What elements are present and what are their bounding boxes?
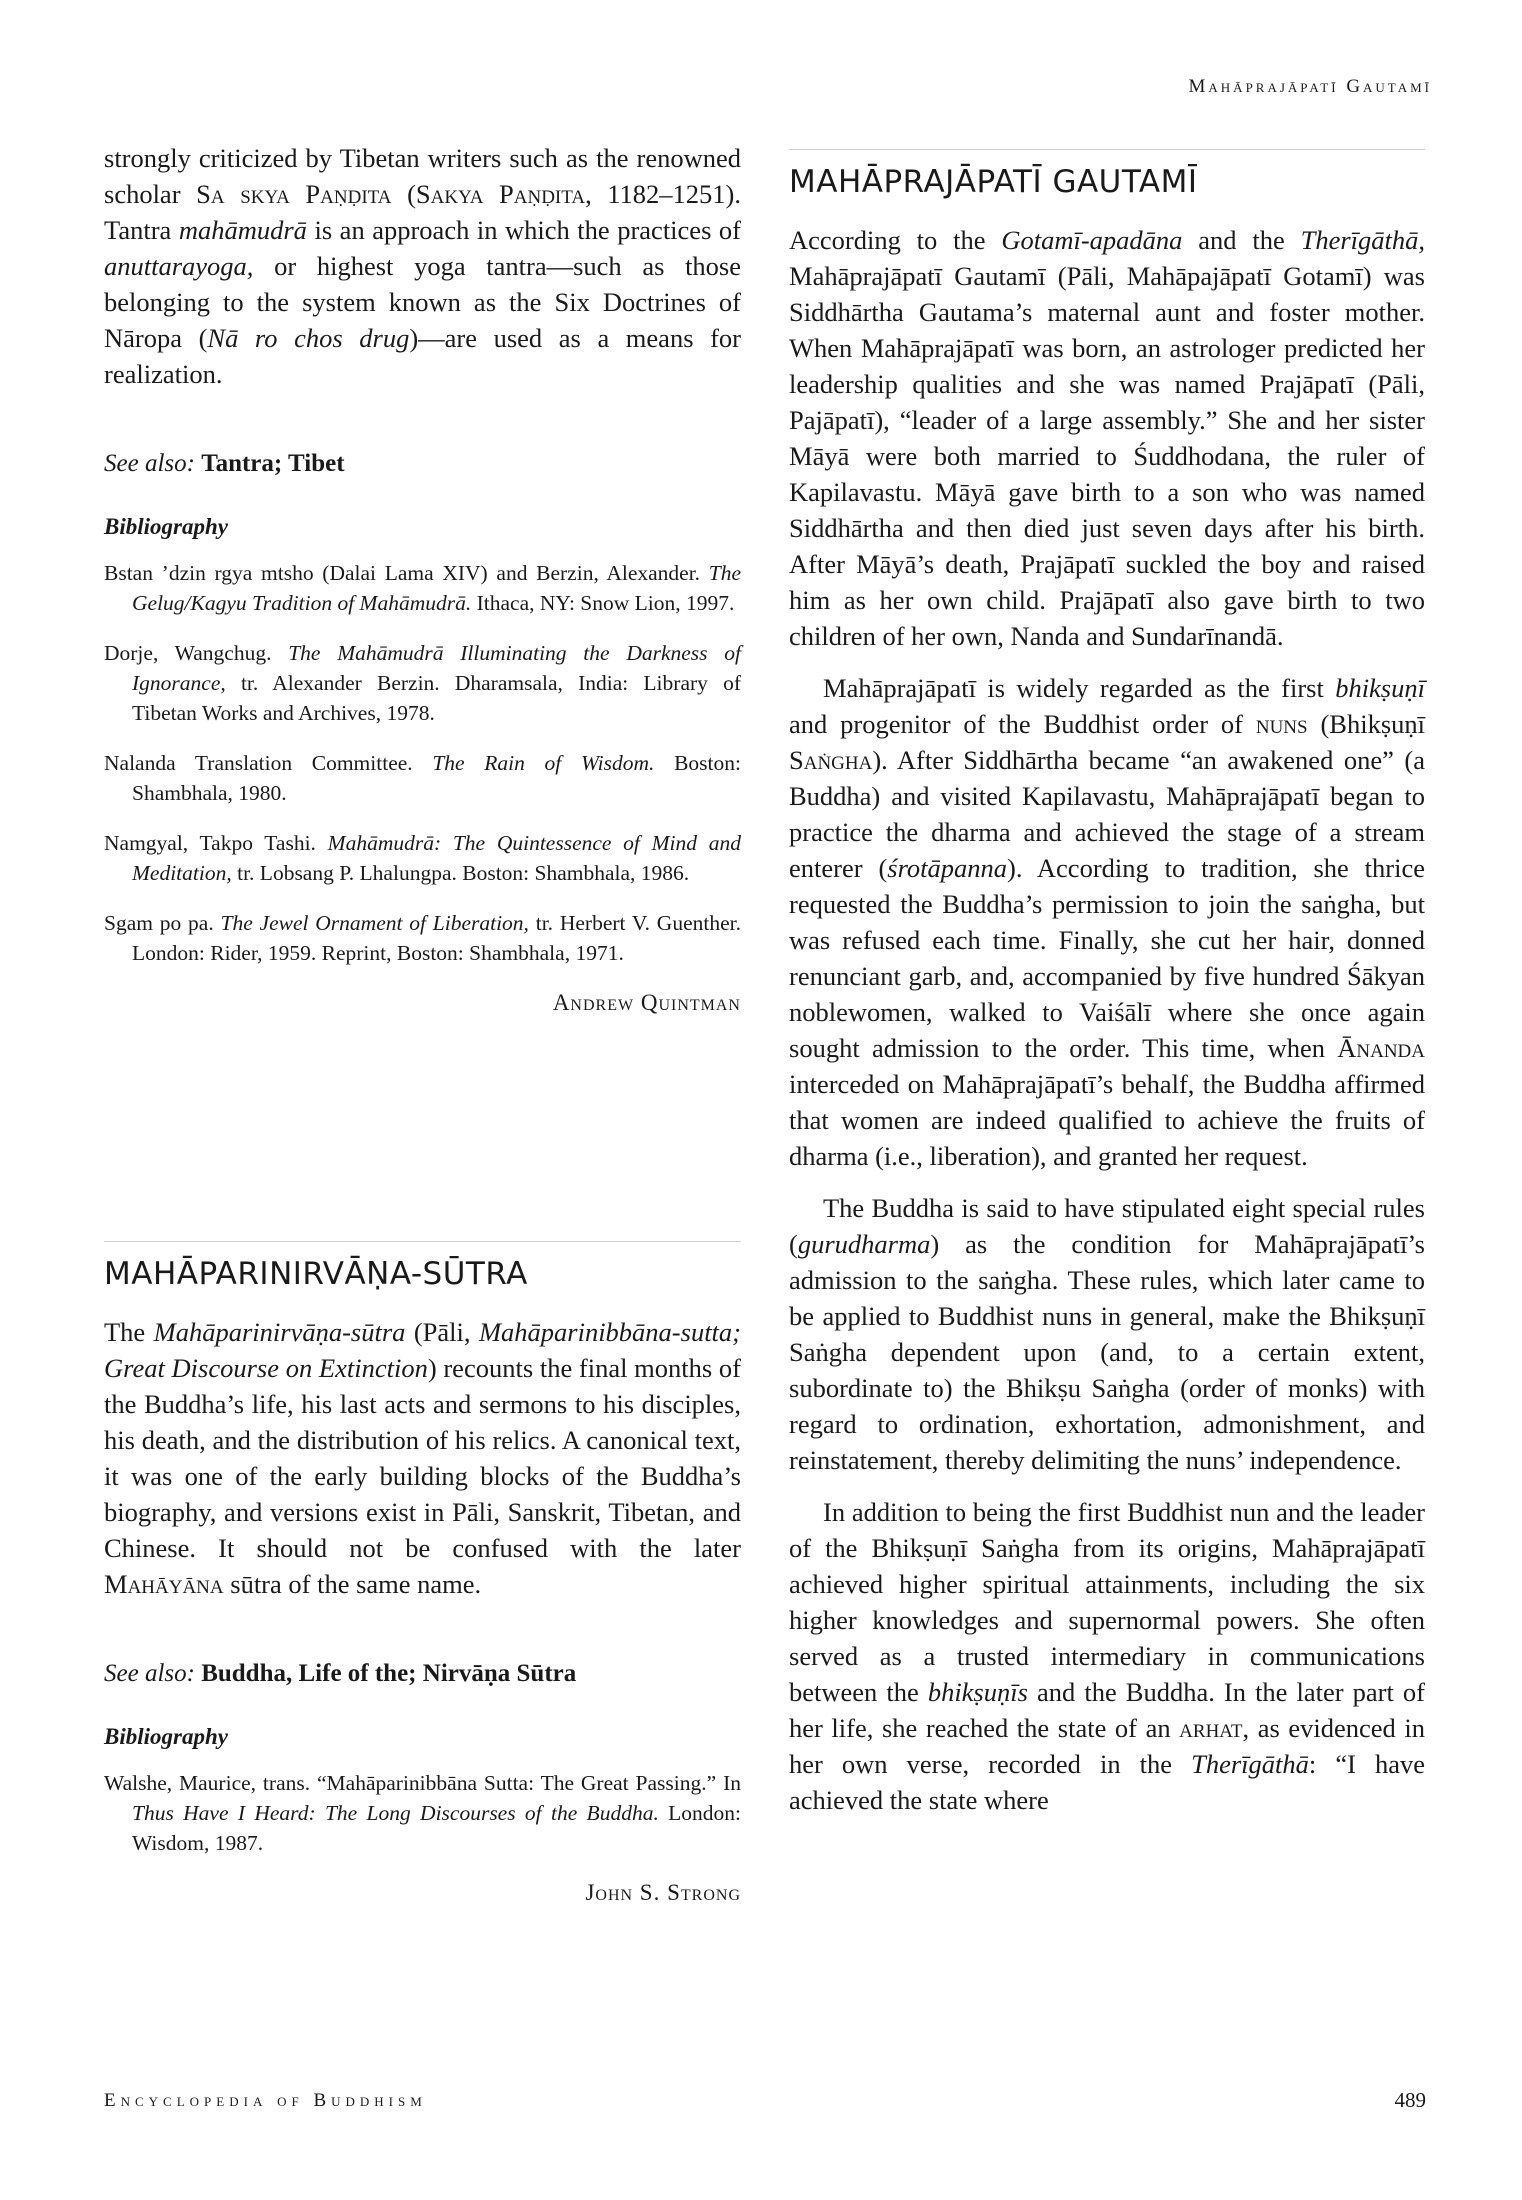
article-author: Andrew Quintman: [552, 990, 741, 1015]
intro-paragraph: strongly criticized by Tibetan writers such as the renowned scholar Sa skya Paṇḍita (Sakya Paṇḍita, 1182–1251). Tantra mahāmudrā is an approach in which the practices of anuttarayoga, or highest yoga tantra—such as those belonging to the system known as the Six Doctrines of Nāropa (Nā ro chos drug)—are used as a means for realization.: [104, 143, 742, 389]
bibliography-list: [104, 558, 741, 968]
article-paragraph: In addition to being the first Buddhist nun and the leader of the Bhikṣuṇī Saṅgha from its origins, Mahāprajāpatī achieved higher spiritual attainments, including the six higher knowledges and supernormal powers. She often served as a trusted intermediary in communications between the bhikṣuṇīs and the Buddha. In the later part of her life, she reached the state of an arhat, as evidenced in her own verse, recorded in the Therīgāthā: “I have achieved the state where: [789, 1497, 1425, 1815]
bibliography-entry: Nalanda Translation Committee. The Rain of Wisdom. Boston: Shambhala, 1980.: [104, 751, 742, 805]
section-divider: [104, 1241, 741, 1242]
running-head: Mahāprajāpatī Gautamī: [1188, 76, 1432, 97]
article-paragraph: The Mahāparinirvāṇa-sūtra (Pāli, Mahāparinibbāna-sutta; Great Discourse on Extinction) recounts the final months of the Buddha’s life, his last acts and sermons to his disciples, his death, and the distribution of his relics. A canonical text, it was one of the early building blocks of the Buddha’s biography, and versions exist in Pāli, Sanskrit, Tibetan, and Chinese. It should not be confused with the later Mahāyāna sūtra of the same name.: [104, 1317, 741, 1599]
article-paragraph: The Buddha is said to have stipulated eight special rules (gurudharma) as the condition for Mahāprajāpatī’s admission to the saṅgha. These rules, which later came to be applied to Buddhist nuns in general, make the Bhikṣuṇī Saṅgha dependent upon (and, to a certain extent, subordinate to) the Bhikṣu Saṅgha (order of monks) with regard to ordination, exhortation, admonishment, and reinstatement, thereby delimiting the nuns’ independence.: [789, 1193, 1425, 1475]
footer-book-title: Encyclopedia of Buddhism: [104, 2090, 427, 2111]
see-also-refs: Tantra; Tibet: [201, 450, 345, 477]
bibliography-entry: Bstan ’dzin rgya mtsho (Dalai Lama XIV) and Berzin, Alexander. The Gelug/Kagyu Tradition of Mahāmudrā. Ithaca, NY: Snow Lion, 1997.: [104, 561, 741, 615]
section-divider: [789, 149, 1425, 150]
bibliography-entry: Sgam po pa. The Jewel Ornament of Liberation, tr. Herbert V. Guenther. London: Rider, 1959. Reprint, Boston: Shambhala, 1971.: [104, 911, 741, 965]
bibliography-entry: Walshe, Maurice, trans. “Mahāparinibbāna Sutta: The Great Passing.” In Thus Have I Heard: The Long Discourses of the Buddha. London: Wisdom, 1987.: [104, 1771, 742, 1855]
see-also-label: See also:: [104, 450, 195, 477]
page-number: 489: [1394, 2088, 1426, 2112]
bibliography-entry: Dorje, Wangchug. The Mahāmudrā Illuminating the Darkness of Ignorance, tr. Alexander Berzin. Dharamsala, India: Library of Tibetan Works and Archives, 1978.: [104, 641, 741, 725]
article-paragraph: Mahāprajāpatī is widely regarded as the first bhikṣuṇī and progenitor of the Buddhist order of nuns (Bhikṣuṇī Saṅgha). After Siddhārtha became “an awakened one” (a Buddha) and visited Kapilavastu, Mahāprajāpatī began to practice the dharma and achieved the stage of a stream enterer (śrotāpanna). According to tradition, she thrice requested the Buddha’s permission to join the saṅgha, but was refused each time. Finally, she cut her hair, donned renunciant garb, and, accompanied by five hundred Śākyan noblewomen, walked to Vaiśālī where she once again sought admission to the order. This time, when Ānanda interceded on Mahāprajāpatī’s behalf, the Buddha affirmed that women are indeed qualified to achieve the fruits of dharma (i.e., liberation), and granted her request.: [789, 673, 1425, 1171]
see-also-refs: Buddha, Life of the; Nirvāṇa Sūtra: [201, 1660, 577, 1687]
bibliography-title: Bibliography: [104, 1724, 228, 1749]
see-also-label: See also:: [104, 1660, 195, 1687]
left-column: [104, 140, 742, 1905]
bibliography-entry: Namgyal, Takpo Tashi. Mahāmudrā: The Quintessence of Mind and Meditation, tr. Lobsang P. Lhalungpa. Boston: Shambhala, 1986.: [104, 831, 741, 885]
article-paragraph: According to the Gotamī-apadāna and the Therīgāthā, Mahāprajāpatī Gautamī (Pāli, Mahāpajāpatī Gotamī) was Siddhārtha Gautama’s maternal aunt and foster mother. When Mahāprajāpatī was born, an astrologer predicted her leadership qualities and she was named Prajāpatī (Pāli, Pajāpatī), “leader of a large assembly.” She and her sister Māyā were both married to Śuddhodana, the ruler of Kapilavastu. Māyā gave birth to a son who was named Siddhārtha and then died just seven days after his birth. After Māyā’s death, Prajāpatī suckled the boy and raised him as her own child. Prajāpatī also gave birth to two children of her own, Nanda and Sundarīnandā.: [789, 225, 1425, 651]
right-column: [789, 140, 1425, 1818]
article-author: John S. Strong: [585, 1880, 741, 1905]
mahaparinirvana-sutra-article: [104, 1241, 741, 1906]
section-heading: MAHĀPRAJĀPATĪ GAUTAMĪ: [789, 164, 1198, 200]
section-heading: MAHĀPARINIRVĀṆA-SŪTRA: [104, 1256, 528, 1292]
see-also-line: [104, 1660, 741, 1688]
bibliography-title: Bibliography: [104, 514, 228, 539]
see-also-line: [104, 450, 741, 478]
